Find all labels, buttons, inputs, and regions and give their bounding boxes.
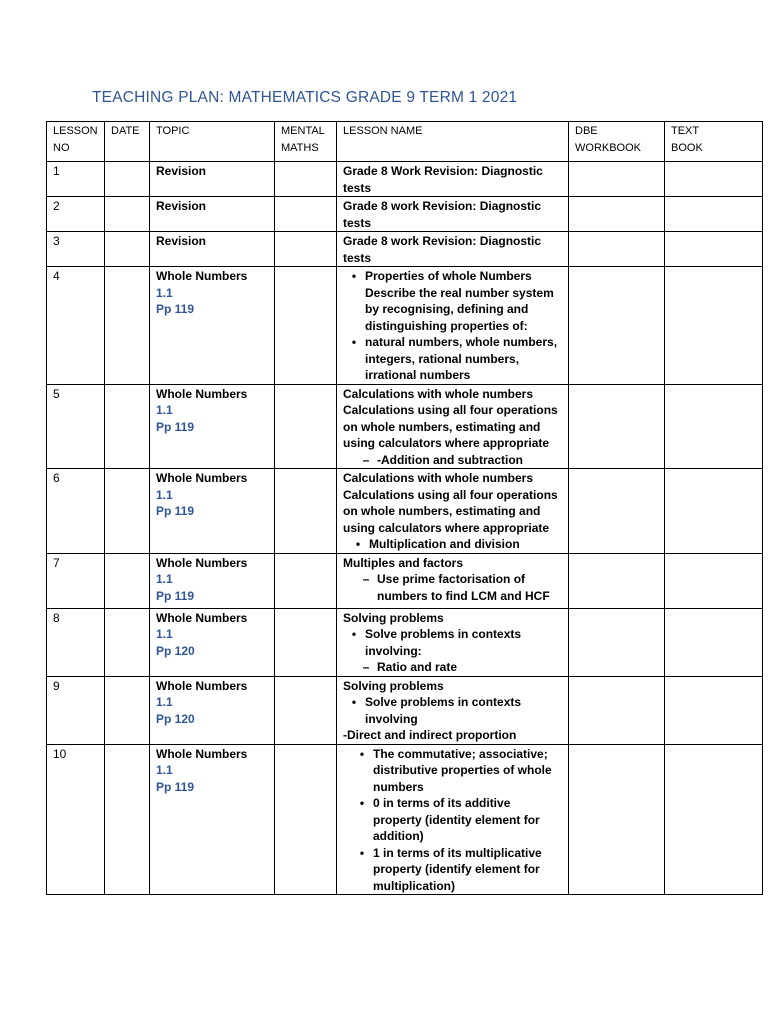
page-ref: Pp 120 — [156, 711, 195, 726]
lesson-number: 9 — [47, 676, 105, 744]
table-row — [47, 469, 763, 554]
teaching-plan-table — [46, 121, 763, 895]
section-ref: 1.1 — [156, 695, 173, 709]
topic-cell: Whole Numbers 1.1 Pp 119 — [150, 469, 275, 554]
dbe-workbook-cell — [569, 553, 665, 608]
lesson-name-cell — [337, 384, 569, 469]
lesson-heading: Multiples and factors — [343, 555, 464, 570]
text-book-cell — [665, 162, 763, 197]
header-lesson-no: LESSON NO — [47, 122, 105, 162]
table-row — [47, 267, 763, 385]
date-cell — [105, 744, 150, 895]
dbe-workbook-cell — [569, 162, 665, 197]
dbe-workbook-cell — [569, 676, 665, 744]
section-ref: 1.1 — [156, 572, 173, 586]
bullet-item: • 0 in terms of its additive property (identity element for addition) — [359, 796, 540, 843]
sub-item: – Use prime factorisation of numbers to find LCM and HCF — [362, 572, 550, 603]
mental-maths-cell — [275, 744, 337, 895]
lesson-heading: Calculations with whole numbers — [343, 471, 534, 485]
lesson-number: 7 — [47, 553, 105, 608]
table-row — [47, 162, 763, 197]
lesson-body: Calculations using all four operations on whole numbers, estimating and using calculators where appropriate — [343, 403, 558, 450]
text-book-cell — [665, 384, 763, 469]
text-book-cell — [665, 197, 763, 232]
lesson-number: 4 — [47, 267, 105, 385]
lesson-name-cell: Grade 8 work Revision: Diagnostic tests — [337, 232, 569, 267]
dbe-workbook-cell — [569, 608, 665, 676]
date-cell — [105, 676, 150, 744]
bullet-item: • natural numbers, whole numbers, integers, rational numbers, irrational numbers — [351, 335, 558, 382]
mental-maths-cell — [275, 162, 337, 197]
lesson-name-cell — [337, 744, 569, 895]
lesson-name-cell — [337, 676, 569, 744]
page-ref: Pp 119 — [156, 779, 195, 794]
lesson-number: 5 — [47, 384, 105, 469]
date-cell — [105, 267, 150, 385]
bullet-item: • 1 in terms of its multiplicative property (identify element for multiplication) — [359, 845, 542, 893]
lesson-number: 10 — [47, 744, 105, 895]
table-row — [47, 384, 763, 469]
header-text-book: TEXT BOOK — [665, 122, 763, 162]
bullet-item: • Solve problems in contexts involving: — [351, 627, 522, 658]
text-book-cell — [665, 469, 763, 554]
topic-cell: Whole Numbers 1.1 Pp 119 — [150, 744, 275, 895]
page-ref: Pp 119 — [156, 302, 195, 316]
table-header-row — [47, 122, 763, 162]
lesson-name-cell — [337, 267, 569, 385]
topic-cell: Whole Numbers 1.1 Pp 119 — [150, 553, 275, 608]
text-book-cell — [665, 744, 763, 895]
date-cell — [105, 384, 150, 469]
text-book-cell — [665, 267, 763, 385]
lesson-name-cell: Grade 8 Work Revision: Diagnostic tests — [337, 162, 569, 197]
date-cell — [105, 162, 150, 197]
date-cell — [105, 608, 150, 676]
lesson-heading: Solving problems — [343, 678, 444, 693]
section-ref: 1.1 — [156, 763, 173, 777]
dbe-workbook-cell — [569, 744, 665, 895]
dbe-workbook-cell — [569, 197, 665, 232]
sub-item: – -Addition and subtraction — [362, 452, 523, 467]
text-book-cell — [665, 608, 763, 676]
lesson-number: 6 — [47, 469, 105, 554]
topic-cell: Revision — [150, 162, 275, 197]
lesson-name-cell — [337, 608, 569, 676]
mental-maths-cell — [275, 553, 337, 608]
page-ref: Pp 120 — [156, 643, 195, 658]
mental-maths-cell — [275, 232, 337, 267]
text-book-cell — [665, 232, 763, 267]
mental-maths-cell — [275, 197, 337, 232]
text-book-cell — [665, 676, 763, 744]
date-cell — [105, 232, 150, 267]
table-row — [47, 553, 763, 608]
page-ref: Pp 119 — [156, 588, 195, 603]
topic-cell: Whole Numbers 1.1 Pp 120 — [150, 676, 275, 744]
mental-maths-cell — [275, 267, 337, 385]
section-ref: 1.1 — [156, 403, 173, 417]
mental-maths-cell — [275, 469, 337, 554]
section-ref: 1.1 — [156, 627, 173, 641]
header-date: DATE — [105, 122, 150, 162]
bullet-item: • Multiplication and division — [355, 537, 520, 551]
dbe-workbook-cell — [569, 469, 665, 554]
dbe-workbook-cell — [569, 384, 665, 469]
date-cell — [105, 553, 150, 608]
table-row — [47, 197, 763, 232]
mental-maths-cell — [275, 608, 337, 676]
table-row — [47, 608, 763, 676]
table-row — [47, 232, 763, 267]
page-ref: Pp 119 — [156, 419, 195, 434]
header-topic: TOPIC — [150, 122, 275, 162]
table-row — [47, 676, 763, 744]
topic-cell: Whole Numbers 1.1 Pp 119 — [150, 384, 275, 469]
topic-cell: Whole Numbers 1.1 Pp 120 — [150, 608, 275, 676]
bullet-item: • Properties of whole Numbers Describe the real number system by recognising, defining and distinguishing properties of: — [351, 269, 554, 333]
lesson-number: 8 — [47, 608, 105, 676]
header-dbe-workbook: DBE WORKBOOK — [569, 122, 665, 162]
lesson-name-cell — [337, 469, 569, 554]
section-ref: 1.1 — [156, 285, 173, 300]
header-lesson-name: LESSON NAME — [337, 122, 569, 162]
mental-maths-cell — [275, 676, 337, 744]
topic-cell: Whole Numbers 1.1 Pp 119 — [150, 267, 275, 385]
date-cell — [105, 197, 150, 232]
mental-maths-cell — [275, 384, 337, 469]
lesson-heading: Solving problems — [343, 610, 444, 625]
lesson-name-cell — [337, 553, 569, 608]
lesson-body: Calculations using all four operations on whole numbers, estimating and using calculators where appropriate — [343, 487, 558, 535]
bullet-item: • The commutative; associative; distributive properties of whole numbers — [359, 746, 552, 794]
header-mental-maths: MENTAL MATHS — [275, 122, 337, 162]
topic-cell: Revision — [150, 197, 275, 232]
document-title: TEACHING PLAN: MATHEMATICS GRADE 9 TERM 1 2021 — [92, 89, 518, 106]
page-ref: Pp 119 — [156, 504, 195, 518]
lesson-number: 3 — [47, 232, 105, 267]
lesson-number: 2 — [47, 197, 105, 232]
lesson-heading: Calculations with whole numbers — [343, 386, 534, 401]
text-book-cell — [665, 553, 763, 608]
dbe-workbook-cell — [569, 232, 665, 267]
lesson-number: 1 — [47, 162, 105, 197]
lesson-name-cell: Grade 8 work Revision: Diagnostic tests — [337, 197, 569, 232]
bullet-item: • Solve problems in contexts involving — [351, 695, 522, 726]
topic-cell: Revision — [150, 232, 275, 267]
sub-item: – Ratio and rate — [362, 660, 458, 674]
section-ref: 1.1 — [156, 487, 173, 502]
table-row — [47, 744, 763, 895]
lesson-tail: -Direct and indirect proportion — [343, 728, 517, 742]
dbe-workbook-cell — [569, 267, 665, 385]
date-cell — [105, 469, 150, 554]
